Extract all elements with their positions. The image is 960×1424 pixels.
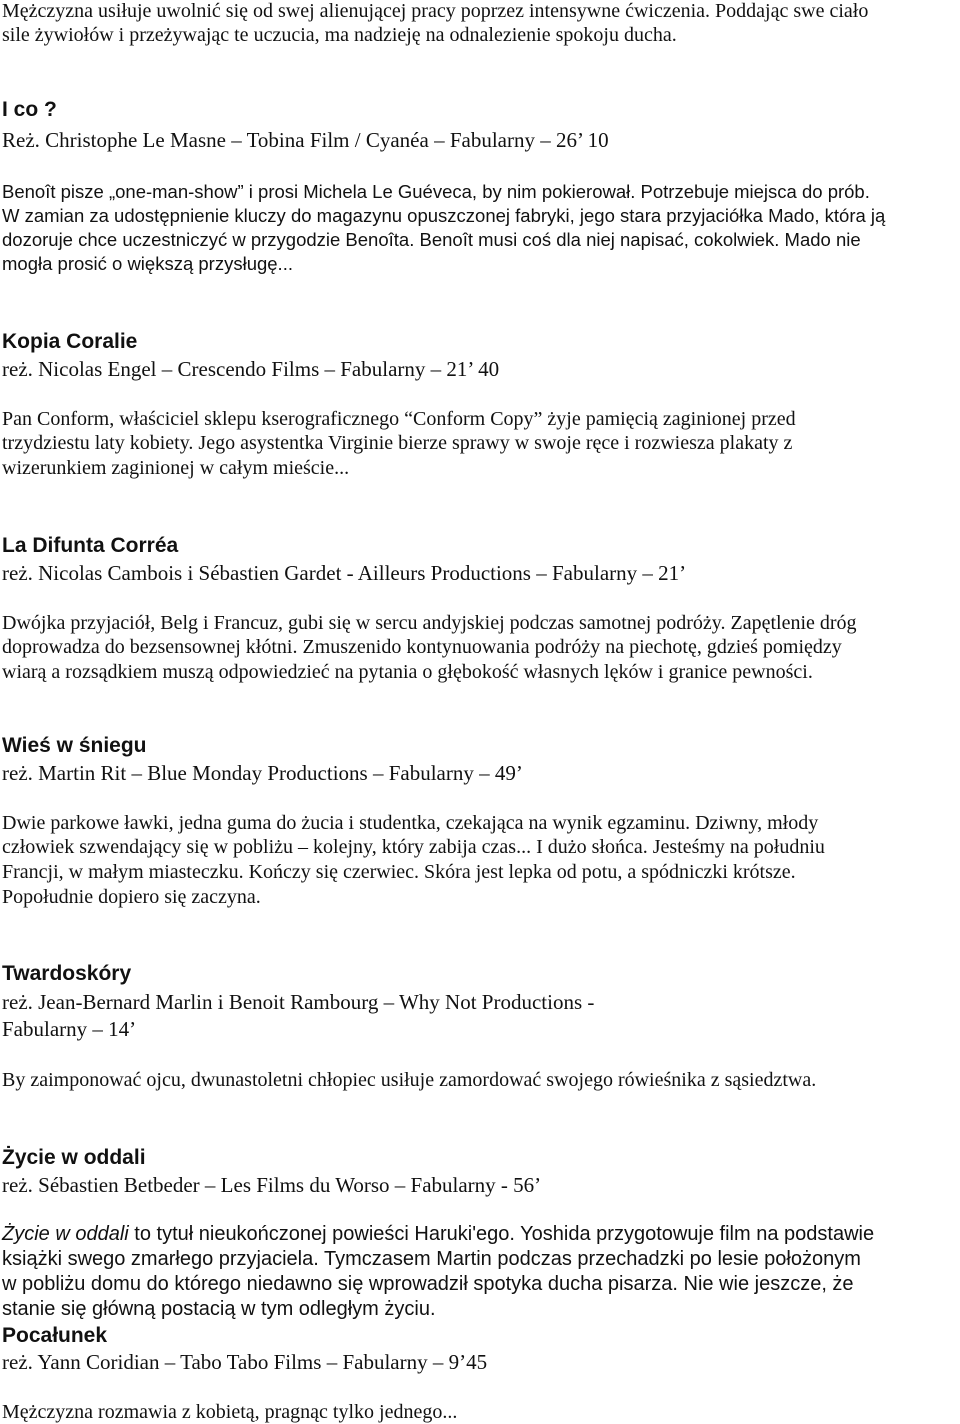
film-description-line: Benoît pisze „one-man-show” i prosi Michela Le Guéveca, by nim pokierował. Potrzebuje miejsca do prób. [2, 181, 870, 202]
film-credit: reż. Nicolas Cambois i Sébastien Gardet - Ailleurs Productions – Fabularny – 21’ [2, 561, 687, 585]
film-description-line: wiarą a rozsądkiem muszą odpowiedzieć na pytania o głębokość własnych lęków i granice pewności. [2, 661, 813, 683]
film-description-line: By zaimponować ojcu, dwunastoletni chłopiec usiłuje zamordować swojego rówieśnika z sąsiedztwa. [2, 1069, 817, 1091]
film-credit: reż. Jean-Bernard Marlin i Benoit Rambourg – Why Not Productions - [2, 990, 595, 1014]
film-description-line: Popołudnie dopiero się zaczyna. [2, 886, 261, 908]
film-title: Pocałunek [2, 1324, 108, 1347]
film-credit: reż. Sébastien Betbeder – Les Films du Worso – Fabularny - 56’ [2, 1173, 542, 1197]
film-title: Twardoskóry [2, 962, 132, 985]
film-title: I co ? [2, 98, 57, 121]
film-credit: reż. Nicolas Engel – Crescendo Films – Fabularny – 21’ 40 [2, 357, 500, 381]
film-credit: Fabularny – 14’ [2, 1017, 137, 1041]
film-description-line: W zamian za udostępnienie kluczy do magazynu opuszczonej fabryki, jego stara przyjaciółka Mado, która ją [2, 205, 886, 226]
film-title-italic: Życie w oddali [2, 1223, 129, 1245]
film-description-line [2, 1223, 874, 1246]
intro-line-2: sile żywiołów i przeżywając te uczucia, ma nadzieję na odnalezienie spokoju ducha. [2, 24, 677, 46]
film-description-line: Dwójka przyjaciół, Belg i Francuz, gubi się w sercu andyjskiej podczas samotnej podróży. Zapętlenie dróg [2, 612, 857, 634]
film-credit: reż. Yann Coridian – Tabo Tabo Films – Fabularny – 9’45 [2, 1350, 488, 1374]
film-title: Wieś w śniegu [2, 734, 147, 757]
film-title: Kopia Coralie [2, 330, 138, 353]
film-description-line: Mężczyzna rozmawia z kobietą, pragnąc tylko jednego... [2, 1401, 458, 1423]
film-credit: Reż. Christophe Le Masne – Tobina Film / Cyanéa – Fabularny – 26’ 10 [2, 128, 609, 152]
film-description-line: Francji, w małym miasteczku. Kończy się czerwiec. Skóra jest lepka od potu, a spódniczki krótsze. [2, 861, 796, 883]
film-description-line: książki swego zmarłego przyjaciela. Tymczasem Martin podczas przechadzki po lesie położonym [2, 1248, 861, 1270]
film-description-line: mogła prosić o większą przysługę... [2, 253, 293, 274]
document-page [2, 0, 960, 1423]
film-description-line: stanie się główną postacią w tym odległym życiu. [2, 1298, 436, 1320]
film-description-line: doprowadza do bezsensownej kłótni. Zmuszenido kontynuowania podróży na piechotę, gdzieś pomiędzy [2, 636, 842, 658]
film-credit: reż. Martin Rit – Blue Monday Productions – Fabularny – 49’ [2, 761, 523, 785]
film-title: La Difunta Corréa [2, 534, 179, 557]
film-title: Życie w oddali [2, 1146, 146, 1169]
film-description-line: trzydziestu laty kobiety. Jego asystentka Virginie bierze sprawy w swoje ręce i rozwiesza plakaty z [2, 432, 793, 454]
film-description-line: dozoruje chce uczestniczyć w przygodzie Benoîta. Benoît musi coś dla niej napisać, cokolwiek. Mado nie [2, 229, 861, 250]
intro-line-1: Mężczyzna usiłuje uwolnić się od swej alienującej pracy poprzez intensywne ćwiczenia. Poddając swe ciało [2, 0, 869, 22]
film-description-line: w pobliżu domu do którego niedawno się wprowadził spotyka ducha pisarza. Nie wie jeszcze, że [2, 1273, 854, 1295]
film-description-line: Pan Conform, właściciel sklepu kserograficznego “Conform Copy” żyje pamięcią zaginionej przed [2, 408, 796, 430]
film-description-line: człowiek szwendający się w pobliżu – kolejny, który zabija czas... I dużo słońca. Jesteśmy na południu [2, 836, 825, 858]
film-description-line: Dwie parkowe ławki, jedna guma do żucia i studentka, czekająca na wynik egzaminu. Dziwny, młody [2, 812, 819, 834]
film-description-line: wizerunkiem zaginionej w całym mieście... [2, 457, 350, 479]
film-description-text: to tytuł nieukończonej powieści Haruki'ego. Yoshida przygotowuje film na podstawie [128, 1223, 875, 1245]
